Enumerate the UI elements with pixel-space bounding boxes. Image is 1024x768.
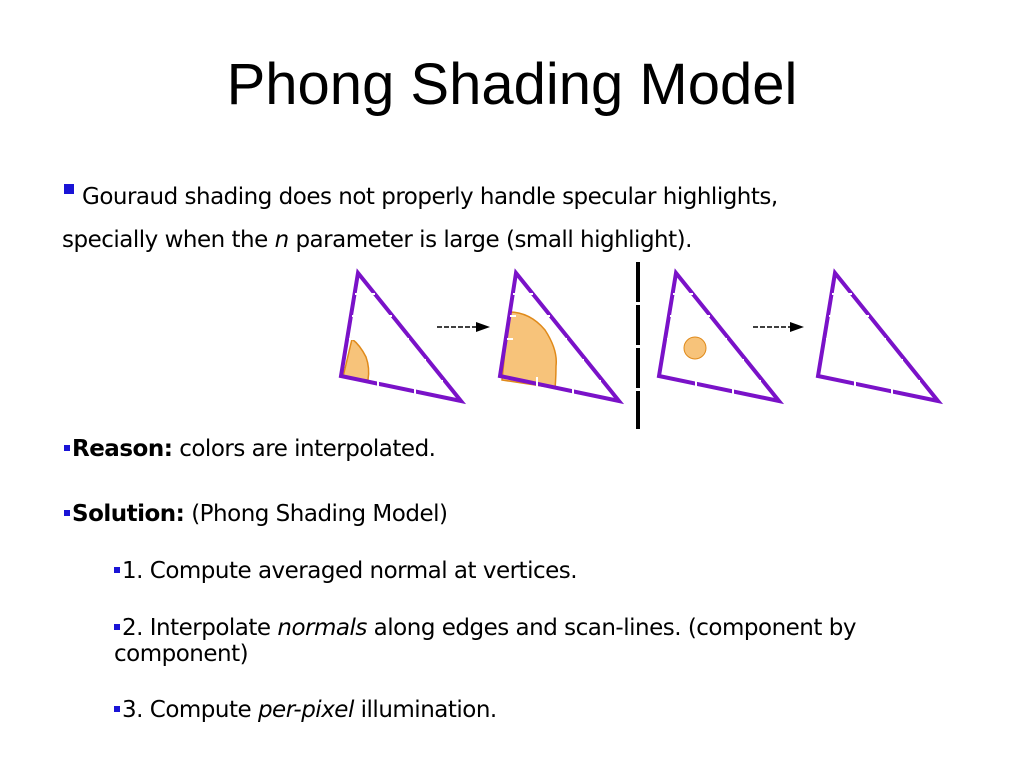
reason-line: [64, 434, 435, 464]
solution-text: (Phong Shading Model): [184, 501, 448, 527]
intro-text-1: Gouraud shading does not properly handle specular highlights,: [82, 184, 778, 210]
reason-label: Reason:: [72, 436, 173, 462]
bullet-icon: [64, 445, 70, 451]
arrow-2: [753, 322, 804, 332]
arrow-1: [437, 322, 490, 332]
bullet-icon: [114, 624, 120, 630]
bullet-icon: [114, 567, 120, 573]
triangle-gouraud-2: [500, 273, 619, 401]
step-2-text-b: along edges and scan-lines. (component by: [366, 615, 856, 641]
step-3-text-b: illumination.: [353, 697, 497, 723]
highlight-circle: [684, 337, 706, 359]
reason-text: colors are interpolated.: [172, 436, 436, 462]
intro-n-param: n: [274, 227, 289, 253]
step-3-text-a: 3. Compute: [122, 697, 258, 723]
step-2-continued: [114, 639, 248, 669]
intro-text-2a: specially when the: [62, 227, 275, 253]
step-3: [114, 695, 497, 725]
step-2-text-a: 2. Interpolate: [122, 615, 278, 641]
step-2-normals: normals: [277, 615, 367, 641]
step-1-text: 1. Compute averaged normal at vertices.: [122, 558, 578, 584]
step-1: [114, 556, 577, 586]
solution-label: Solution:: [72, 501, 185, 527]
intro-text-2b: parameter is large (small highlight).: [288, 227, 692, 253]
triangle-gouraud-3: [659, 273, 779, 401]
bullet-icon: [64, 510, 70, 516]
solution-line: [64, 499, 447, 529]
triangle-gouraud-4: [818, 273, 938, 401]
bullet-icon: [114, 706, 120, 712]
step-3-per-pixel: per-pixel: [257, 697, 354, 723]
triangle-gouraud-1: [341, 273, 461, 401]
step-2-text-c: component): [114, 641, 249, 667]
page-title: Phong Shading Model: [226, 52, 798, 117]
